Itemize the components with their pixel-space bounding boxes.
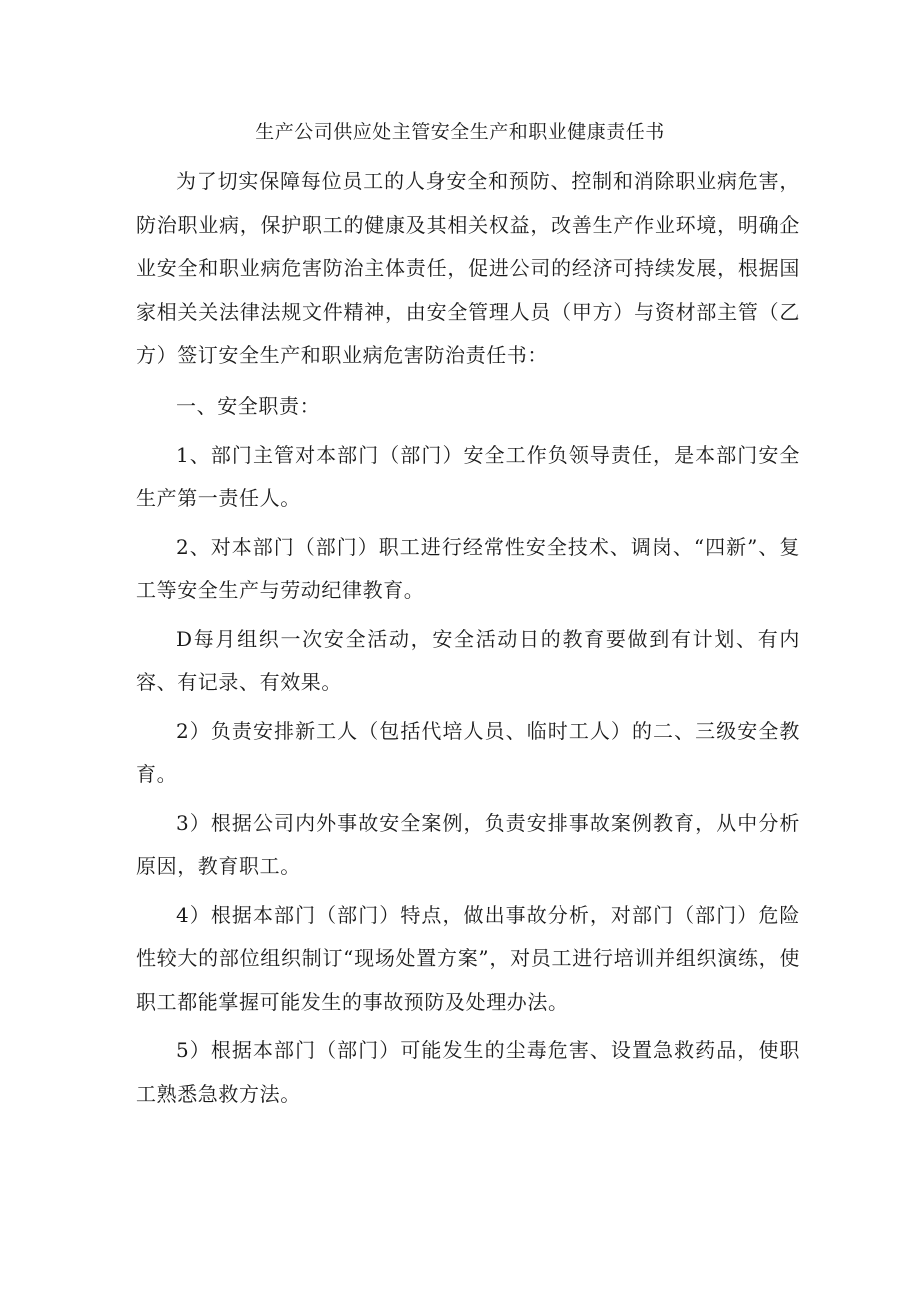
paragraph-item-new-worker-education: 2）负责安排新工人（包括代培人员、临时工人）的二、三级安全教育。 xyxy=(136,718,800,786)
paragraph-item-first-aid: 5）根据本部门（部门）可能发生的尘毒危害、设置急救药品，使职工熟悉急救方法。 xyxy=(136,1038,800,1106)
section-heading-safety-duties: 一、安全职责： xyxy=(176,393,321,418)
paragraph-duty-2: 2、对本部门（部门）职工进行经常性安全技术、调岗、“四新”、复工等安全生产与劳动纪律教育。 xyxy=(136,534,800,602)
paragraph-item-monthly-activity: D每月组织一次安全活动，安全活动日的教育要做到有计划、有内容、有记录、有效果。 xyxy=(136,626,800,694)
paragraph-item-on-site-plan: 4）根据本部门（部门）特点，做出事故分析，对部门（部门）危险性较大的部位组织制订“现场处置方案”，对员工进行培训并组织演练，使职工都能掌握可能发生的事故预防及处理办法。 xyxy=(136,902,800,1014)
document-title: 生产公司供应处主管安全生产和职业健康责任书 xyxy=(255,121,665,143)
document-body xyxy=(136,160,800,1116)
paragraph-item-case-education: 3）根据公司内外事故安全案例，负责安排事故案例教育，从中分析原因，教育职工。 xyxy=(136,810,800,878)
paragraph-duty-1: 1、部门主管对本部门（部门）安全工作负领导责任，是本部门安全生产第一责任人。 xyxy=(136,442,800,510)
paragraph-intro: 为了切实保障每位员工的人身安全和预防、控制和消除职业病危害，防治职业病，保护职工的健康及其相关权益，改善生产作业环境，明确企业安全和职业病危害防治主体责任，促进公司的经济可持续发展，根据国家相关关法律法规文件精神，由安全管理人员（甲方）与资材部主管（乙方）签订安全生产和职业病危害防治责任书： xyxy=(136,169,800,367)
